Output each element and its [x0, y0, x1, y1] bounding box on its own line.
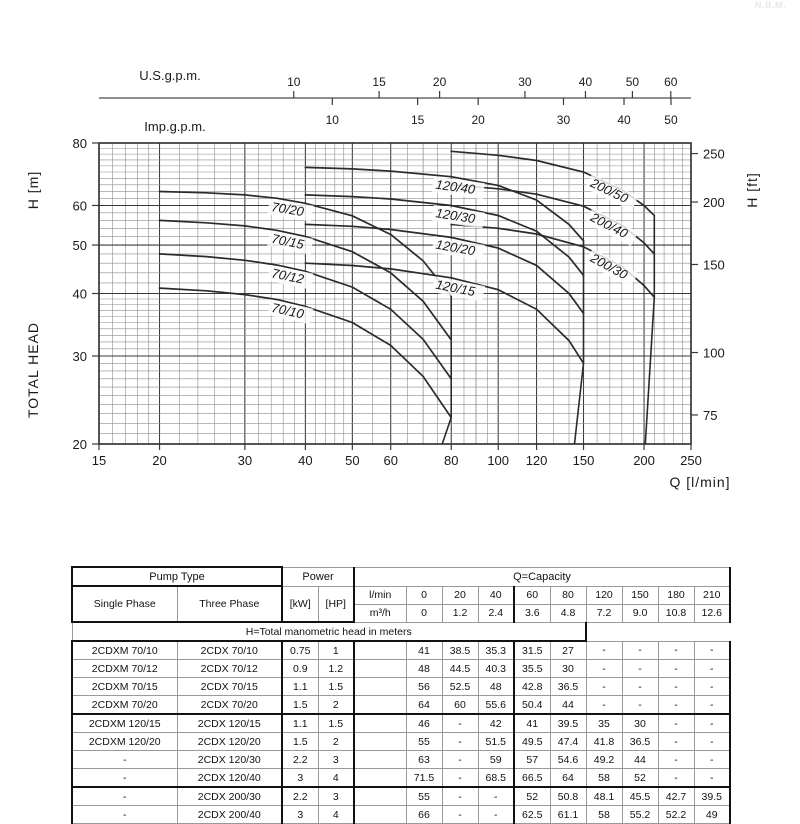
curve-label-200-30: 200/30	[588, 250, 631, 283]
x-tick-label: 40	[298, 453, 313, 468]
curve-label-70-20: 70/20	[270, 199, 305, 220]
cap-m3h-8: 12.6	[694, 604, 730, 622]
y-tick-label-left: 30	[72, 348, 87, 364]
cell-head-6: -	[622, 660, 658, 678]
curve-label-120-15: 120/15	[434, 276, 477, 300]
x-tick-label: 50	[345, 453, 360, 468]
cell-spacer	[354, 806, 406, 824]
cap-lmin-8: 210	[694, 586, 730, 604]
cell-head-1: -	[442, 733, 478, 751]
cell-kw: 2.2	[282, 751, 318, 769]
header-head-note: H=Total manometric head in meters	[72, 622, 586, 641]
y-axis-title: TOTAL HEAD	[25, 321, 41, 419]
y-tick-label-left: 20	[72, 437, 87, 452]
cap-lmin-3: 60	[514, 586, 550, 604]
cell-spacer	[354, 641, 406, 660]
cell-head-8: -	[694, 751, 730, 769]
x-tick-label: 15	[91, 453, 107, 468]
imp-gpm-tick-label: 10	[325, 113, 339, 127]
cap-m3h-4: 4.8	[550, 604, 586, 622]
cell-head-3: 35.5	[514, 660, 550, 678]
cell-single-phase: 2CDXM 120/15	[72, 714, 177, 733]
x-tick-label: 120	[525, 453, 548, 468]
table-row[interactable]	[72, 714, 730, 733]
cell-head-2: 40.3	[478, 660, 514, 678]
x-tick-label: 200	[633, 453, 655, 468]
cell-hp: 2	[318, 733, 354, 751]
cell-head-7: 42.7	[658, 787, 694, 806]
cell-three-phase: 2CDX 200/30	[177, 787, 282, 806]
cell-kw: 0.9	[282, 660, 318, 678]
header-capacity: Q=Capacity	[354, 567, 730, 586]
cell-three-phase: 2CDX 70/20	[177, 696, 282, 715]
cell-head-0: 63	[406, 751, 442, 769]
cell-head-8: 39.5	[694, 787, 730, 806]
cell-head-2: 48	[478, 678, 514, 696]
cap-lmin-6: 150	[622, 586, 658, 604]
cell-head-2: 68.5	[478, 769, 514, 788]
cell-single-phase: -	[72, 806, 177, 824]
curve-label-200-40: 200/40	[588, 209, 631, 242]
cell-head-4: 61.1	[550, 806, 586, 824]
cell-head-0: 56	[406, 678, 442, 696]
cell-head-2: 51.5	[478, 733, 514, 751]
cell-kw: 1.1	[282, 714, 318, 733]
header-pump-type: Pump Type	[72, 567, 282, 586]
cell-hp: 3	[318, 751, 354, 769]
cell-head-5: -	[586, 660, 622, 678]
us-gpm-scale-name: U.S.g.p.m.	[139, 68, 201, 83]
us-gpm-tick-label: 60	[664, 75, 678, 89]
curve-label-group	[267, 199, 313, 222]
cell-head-6: 36.5	[622, 733, 658, 751]
cell-spacer	[354, 660, 406, 678]
cell-head-8: -	[694, 660, 730, 678]
imp-gpm-scale-name: Imp.g.p.m.	[144, 119, 206, 134]
header-kw: [kW]	[282, 586, 318, 622]
cell-kw: 2.2	[282, 787, 318, 806]
cell-head-7: -	[658, 678, 694, 696]
cell-head-3: 52	[514, 787, 550, 806]
cell-head-1: 38.5	[442, 641, 478, 660]
cap-lmin-7: 180	[658, 586, 694, 604]
imp-gpm-tick-label: 40	[617, 113, 631, 127]
cell-three-phase: 2CDX 70/15	[177, 678, 282, 696]
cell-head-6: -	[622, 696, 658, 715]
imp-gpm-tick-label: 50	[664, 113, 678, 127]
header-unit-lmin: l/min	[354, 586, 406, 604]
cell-head-7: -	[658, 733, 694, 751]
cell-head-5: 49.2	[586, 751, 622, 769]
cell-head-8: -	[694, 714, 730, 733]
cell-head-7: -	[658, 641, 694, 660]
cell-hp: 1.5	[318, 714, 354, 733]
curve-label-group	[585, 208, 638, 246]
curve-label-group	[267, 230, 313, 254]
cell-head-4: 50.8	[550, 787, 586, 806]
cell-three-phase: 2CDX 70/10	[177, 641, 282, 660]
table-row[interactable]	[72, 733, 730, 751]
y-tick-label-right: 75	[703, 407, 718, 423]
header-row-note	[72, 622, 730, 641]
cell-single-phase: -	[72, 751, 177, 769]
cap-m3h-0: 0	[406, 604, 442, 622]
family-drop-leg	[442, 418, 451, 445]
cell-hp: 4	[318, 806, 354, 824]
cell-head-0: 55	[406, 733, 442, 751]
curve-label-120-40: 120/40	[434, 176, 477, 197]
cell-head-1: -	[442, 714, 478, 733]
cell-head-0: 55	[406, 787, 442, 806]
cell-head-4: 44	[550, 696, 586, 715]
header-row-1	[72, 567, 730, 586]
cell-head-4: 27	[550, 641, 586, 660]
cell-head-0: 46	[406, 714, 442, 733]
cell-head-6: 52	[622, 769, 658, 788]
cell-kw: 1.5	[282, 696, 318, 715]
cell-head-7: 52.2	[658, 806, 694, 824]
cell-head-4: 54.6	[550, 751, 586, 769]
cap-lmin-2: 40	[478, 586, 514, 604]
cell-head-6: 45.5	[622, 787, 658, 806]
cell-head-7: -	[658, 751, 694, 769]
x-axis-title: Q [l/min]	[669, 474, 731, 490]
header-unit-m3h: m³/h	[354, 604, 406, 622]
cap-lmin-5: 120	[586, 586, 622, 604]
cell-spacer	[354, 696, 406, 715]
cell-hp: 2	[318, 696, 354, 715]
x-tick-label: 250	[680, 453, 702, 468]
cell-head-3: 41	[514, 714, 550, 733]
cell-head-6: -	[622, 641, 658, 660]
cell-head-8: -	[694, 696, 730, 715]
cell-three-phase: 2CDX 120/40	[177, 769, 282, 788]
cell-head-5: 35	[586, 714, 622, 733]
curve-label-120-20: 120/20	[434, 236, 477, 259]
cell-three-phase: 2CDX 120/30	[177, 751, 282, 769]
cell-head-5: 48.1	[586, 787, 622, 806]
cell-head-4: 30	[550, 660, 586, 678]
cell-head-5: 58	[586, 769, 622, 788]
cap-lmin-0: 0	[406, 586, 442, 604]
cell-kw: 0.75	[282, 641, 318, 660]
table-row[interactable]	[72, 660, 730, 678]
cap-m3h-7: 10.8	[658, 604, 694, 622]
cell-head-6: 55.2	[622, 806, 658, 824]
y-tick-label-left: 60	[72, 198, 87, 214]
curve-label-group	[431, 236, 485, 261]
imp-gpm-tick-label: 15	[410, 113, 425, 127]
cell-hp: 1.5	[318, 678, 354, 696]
cell-head-2: 59	[478, 751, 514, 769]
cell-kw: 3	[282, 806, 318, 824]
y-tick-label-left: 40	[72, 286, 87, 302]
cell-kw: 3	[282, 769, 318, 788]
cap-lmin-4: 80	[550, 586, 586, 604]
cell-head-8: -	[694, 769, 730, 788]
cell-spacer	[354, 751, 406, 769]
cell-kw: 1.5	[282, 733, 318, 751]
cell-single-phase: 2CDXM 70/20	[72, 696, 177, 715]
cell-spacer	[354, 769, 406, 788]
x-tick-label: 60	[383, 453, 398, 468]
table-row[interactable]	[72, 806, 730, 824]
cell-head-5: -	[586, 696, 622, 715]
cell-single-phase: 2CDXM 70/10	[72, 641, 177, 660]
curve-label-70-12: 70/12	[270, 265, 306, 287]
cap-m3h-6: 9.0	[622, 604, 658, 622]
imp-gpm-tick-label: 30	[556, 113, 571, 127]
curve-label-70-10: 70/10	[270, 299, 306, 322]
curve-label-group	[267, 299, 313, 324]
cell-head-4: 36.5	[550, 678, 586, 696]
us-gpm-tick-label: 30	[518, 75, 532, 89]
cell-head-6: -	[622, 678, 658, 696]
x-tick-label: 20	[152, 453, 167, 468]
header-row-2	[72, 586, 730, 604]
x-tick-label: 100	[487, 453, 510, 468]
cell-head-0: 41	[406, 641, 442, 660]
table-header	[72, 567, 730, 641]
us-gpm-tick-label: 15	[372, 75, 386, 89]
cell-head-3: 66.5	[514, 769, 550, 788]
cell-head-6: 44	[622, 751, 658, 769]
cell-head-7: -	[658, 696, 694, 715]
curve-label-200-50: 200/50	[588, 175, 631, 206]
cell-head-4: 64	[550, 769, 586, 788]
table-row[interactable]	[72, 787, 730, 806]
family-drop-leg	[575, 363, 584, 444]
cell-head-6: 30	[622, 714, 658, 733]
cell-spacer	[354, 714, 406, 733]
cell-head-4: 39.5	[550, 714, 586, 733]
cell-hp: 4	[318, 769, 354, 788]
cell-single-phase: -	[72, 787, 177, 806]
us-gpm-tick-label: 20	[432, 75, 447, 89]
cell-single-phase: 2CDXM 70/15	[72, 678, 177, 696]
cap-m3h-3: 3.6	[514, 604, 550, 622]
header-single-phase: Single Phase	[72, 586, 177, 622]
table-row[interactable]	[72, 769, 730, 788]
cell-head-0: 64	[406, 696, 442, 715]
cell-single-phase: 2CDXM 120/20	[72, 733, 177, 751]
cell-head-8: -	[694, 678, 730, 696]
curve-label-70-15: 70/15	[270, 230, 306, 252]
cap-m3h-5: 7.2	[586, 604, 622, 622]
cell-head-7: -	[658, 660, 694, 678]
cell-head-5: 41.8	[586, 733, 622, 751]
cell-three-phase: 2CDX 70/12	[177, 660, 282, 678]
corner-watermark: N.B.M.	[755, 0, 786, 10]
x-tick-label: 150	[572, 453, 595, 468]
cell-hp: 1.2	[318, 660, 354, 678]
cell-head-5: 58	[586, 806, 622, 824]
y-tick-label-right: 200	[703, 195, 725, 211]
cell-head-2: 55.6	[478, 696, 514, 715]
cell-head-1: 60	[442, 696, 478, 715]
cell-head-2: 35.3	[478, 641, 514, 660]
cell-head-4: 47.4	[550, 733, 586, 751]
us-gpm-tick-label: 40	[578, 75, 593, 89]
cap-m3h-1: 1.2	[442, 604, 478, 622]
cell-head-5: -	[586, 641, 622, 660]
cell-head-1: -	[442, 769, 478, 788]
cell-hp: 1	[318, 641, 354, 660]
specification-table	[71, 566, 731, 824]
curve-label-group	[585, 249, 638, 288]
specification-table-wrap	[71, 566, 731, 824]
cell-head-0: 71.5	[406, 769, 442, 788]
table-row[interactable]	[72, 696, 730, 715]
cell-head-2: -	[478, 806, 514, 824]
imp-gpm-tick-label: 20	[471, 113, 485, 127]
cell-head-3: 62.5	[514, 806, 550, 824]
table-row[interactable]	[72, 678, 730, 696]
curve-label-group	[432, 176, 485, 199]
cell-head-7: -	[658, 714, 694, 733]
cell-head-3: 50.4	[514, 696, 550, 715]
us-gpm-tick-label: 10	[287, 75, 301, 89]
y-tick-label-right: 100	[703, 345, 725, 361]
cell-head-7: -	[658, 769, 694, 788]
cell-three-phase: 2CDX 200/40	[177, 806, 282, 824]
y-axis-unit-left: H [m]	[25, 170, 41, 210]
x-tick-label: 80	[444, 453, 459, 468]
curve-label-group	[267, 265, 313, 289]
cell-three-phase: 2CDX 120/15	[177, 714, 282, 733]
cap-lmin-1: 20	[442, 586, 478, 604]
cell-head-0: 48	[406, 660, 442, 678]
cell-head-1: -	[442, 751, 478, 769]
cell-head-8: -	[694, 733, 730, 751]
cell-spacer	[354, 733, 406, 751]
y-tick-label-right: 250	[703, 146, 725, 162]
x-tick-label: 30	[237, 453, 253, 468]
cell-head-8: -	[694, 641, 730, 660]
table-row[interactable]	[72, 751, 730, 769]
header-power: Power	[282, 567, 354, 586]
cell-single-phase: -	[72, 769, 177, 788]
cell-head-2: 42	[478, 714, 514, 733]
cell-head-3: 49.5	[514, 733, 550, 751]
curve-label-120-30: 120/30	[434, 205, 477, 227]
header-hp: [HP]	[318, 586, 354, 622]
cell-kw: 1.1	[282, 678, 318, 696]
cell-spacer	[354, 787, 406, 806]
cell-head-1: 52.5	[442, 678, 478, 696]
y-tick-label-right: 150	[703, 257, 725, 273]
header-three-phase: Three Phase	[177, 586, 282, 622]
cell-head-5: -	[586, 678, 622, 696]
cell-head-3: 42.8	[514, 678, 550, 696]
cell-head-3: 57	[514, 751, 550, 769]
cell-head-3: 31.5	[514, 641, 550, 660]
cell-head-1: -	[442, 787, 478, 806]
table-row[interactable]	[72, 641, 730, 660]
y-tick-label-left: 80	[72, 136, 87, 151]
cell-head-0: 66	[406, 806, 442, 824]
cell-three-phase: 2CDX 120/20	[177, 733, 282, 751]
cell-head-2: -	[478, 787, 514, 806]
curve-label-group	[431, 276, 485, 302]
cap-m3h-2: 2.4	[478, 604, 514, 622]
y-axis-unit-right: H [ft]	[744, 172, 760, 208]
cell-head-1: -	[442, 806, 478, 824]
us-gpm-tick-label: 50	[625, 75, 640, 89]
table-body	[72, 641, 730, 824]
cell-head-8: 49	[694, 806, 730, 824]
cell-single-phase: 2CDXM 70/12	[72, 660, 177, 678]
y-tick-label-left: 50	[72, 238, 87, 254]
cell-hp: 3	[318, 787, 354, 806]
cell-spacer	[354, 678, 406, 696]
cell-head-1: 44.5	[442, 660, 478, 678]
